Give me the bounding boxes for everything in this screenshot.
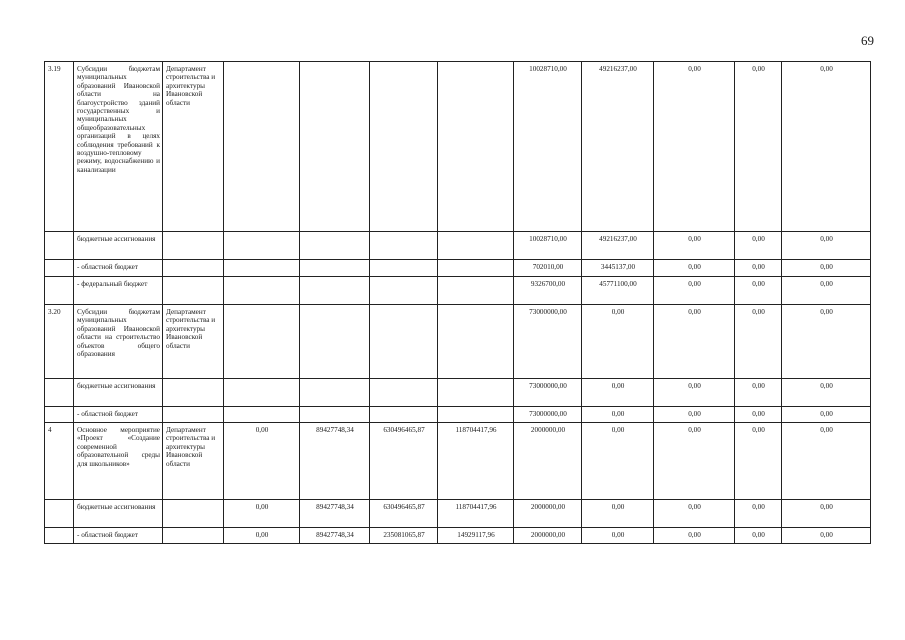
amount-cell: 0,00 bbox=[735, 260, 782, 277]
amount-cell: 73000000,00 bbox=[514, 407, 582, 423]
amount-cell: 10028710,00 bbox=[514, 62, 582, 232]
amount-cell bbox=[438, 277, 514, 305]
amount-cell: 0,00 bbox=[735, 423, 782, 500]
amount-cell: 0,00 bbox=[782, 305, 871, 379]
amount-cell: 0,00 bbox=[735, 500, 782, 528]
amount-cell: 0,00 bbox=[582, 305, 654, 379]
amount-cell: 0,00 bbox=[582, 423, 654, 500]
amount-cell bbox=[438, 407, 514, 423]
table-row bbox=[45, 277, 871, 305]
amount-cell bbox=[370, 232, 438, 260]
row-number-cell bbox=[45, 277, 74, 305]
amount-cell bbox=[224, 407, 300, 423]
amount-cell: 235081065,87 bbox=[370, 528, 438, 544]
amount-cell: 0,00 bbox=[654, 379, 735, 407]
measure-name-cell: - областной бюджет bbox=[74, 407, 163, 423]
amount-cell bbox=[224, 62, 300, 232]
amount-cell bbox=[224, 260, 300, 277]
amount-cell: 0,00 bbox=[782, 423, 871, 500]
amount-cell bbox=[370, 407, 438, 423]
amount-cell: 0,00 bbox=[782, 407, 871, 423]
amount-cell bbox=[438, 379, 514, 407]
table-row bbox=[45, 500, 871, 528]
amount-cell bbox=[300, 277, 370, 305]
amount-cell bbox=[438, 232, 514, 260]
amount-cell bbox=[300, 407, 370, 423]
amount-cell bbox=[370, 379, 438, 407]
amount-cell: 0,00 bbox=[782, 62, 871, 232]
amount-cell bbox=[370, 260, 438, 277]
table-row bbox=[45, 423, 871, 500]
executor-cell: Департамент строительства и архитектуры Ивановской области bbox=[163, 62, 224, 232]
amount-cell: 14929117,96 bbox=[438, 528, 514, 544]
amount-cell bbox=[438, 305, 514, 379]
page-number: 69 bbox=[861, 33, 874, 48]
amount-cell: 0,00 bbox=[735, 232, 782, 260]
amount-cell: 0,00 bbox=[654, 305, 735, 379]
amount-cell: 2000000,00 bbox=[514, 500, 582, 528]
amount-cell: 0,00 bbox=[582, 407, 654, 423]
amount-cell: 0,00 bbox=[224, 528, 300, 544]
amount-cell: 0,00 bbox=[582, 379, 654, 407]
amount-cell bbox=[438, 260, 514, 277]
amount-cell: 10028710,00 bbox=[514, 232, 582, 260]
executor-cell bbox=[163, 379, 224, 407]
amount-cell: 49216237,00 bbox=[582, 62, 654, 232]
amount-cell bbox=[224, 379, 300, 407]
measure-name-cell: Субсидии бюджетам муниципальных образований Ивановской области на строительство объектов общего образования bbox=[74, 305, 163, 379]
amount-cell bbox=[300, 62, 370, 232]
amount-cell: 9326700,00 bbox=[514, 277, 582, 305]
amount-cell bbox=[224, 232, 300, 260]
amount-cell: 0,00 bbox=[224, 500, 300, 528]
amount-cell: 89427748,34 bbox=[300, 500, 370, 528]
amount-cell: 0,00 bbox=[654, 260, 735, 277]
budget-table bbox=[44, 61, 871, 544]
amount-cell: 0,00 bbox=[782, 379, 871, 407]
amount-cell: 0,00 bbox=[224, 423, 300, 500]
amount-cell: 89427748,34 bbox=[300, 423, 370, 500]
amount-cell: 0,00 bbox=[782, 232, 871, 260]
amount-cell: 0,00 bbox=[582, 500, 654, 528]
executor-cell: Департамент строительства и архитектуры Ивановской области bbox=[163, 305, 224, 379]
amount-cell: 45771100,00 bbox=[582, 277, 654, 305]
amount-cell bbox=[438, 62, 514, 232]
measure-name-cell: - областной бюджет bbox=[74, 260, 163, 277]
measure-name-cell: бюджетные ассигнования bbox=[74, 379, 163, 407]
amount-cell: 0,00 bbox=[582, 528, 654, 544]
amount-cell: 0,00 bbox=[735, 277, 782, 305]
amount-cell bbox=[300, 232, 370, 260]
executor-cell bbox=[163, 500, 224, 528]
amount-cell: 0,00 bbox=[654, 277, 735, 305]
table-row bbox=[45, 260, 871, 277]
amount-cell: 73000000,00 bbox=[514, 379, 582, 407]
table-row bbox=[45, 379, 871, 407]
amount-cell: 0,00 bbox=[735, 379, 782, 407]
amount-cell bbox=[300, 379, 370, 407]
amount-cell: 630496465,87 bbox=[370, 500, 438, 528]
row-number-cell bbox=[45, 379, 74, 407]
table-row bbox=[45, 528, 871, 544]
amount-cell: 0,00 bbox=[654, 232, 735, 260]
executor-cell bbox=[163, 528, 224, 544]
row-number-cell bbox=[45, 260, 74, 277]
row-number-cell bbox=[45, 500, 74, 528]
table-row bbox=[45, 62, 871, 232]
amount-cell bbox=[224, 305, 300, 379]
amount-cell: 3445137,00 bbox=[582, 260, 654, 277]
amount-cell: 73000000,00 bbox=[514, 305, 582, 379]
amount-cell: 0,00 bbox=[782, 500, 871, 528]
amount-cell: 0,00 bbox=[654, 407, 735, 423]
amount-cell bbox=[370, 305, 438, 379]
amount-cell: 0,00 bbox=[654, 423, 735, 500]
executor-cell bbox=[163, 277, 224, 305]
row-number-cell bbox=[45, 528, 74, 544]
amount-cell bbox=[370, 62, 438, 232]
executor-cell bbox=[163, 260, 224, 277]
amount-cell bbox=[300, 260, 370, 277]
amount-cell: 0,00 bbox=[654, 62, 735, 232]
row-number-cell bbox=[45, 232, 74, 260]
amount-cell: 118704417,96 bbox=[438, 500, 514, 528]
measure-name-cell: бюджетные ассигнования bbox=[74, 232, 163, 260]
amount-cell: 0,00 bbox=[735, 407, 782, 423]
amount-cell: 0,00 bbox=[782, 277, 871, 305]
executor-cell bbox=[163, 407, 224, 423]
measure-name-cell: - областной бюджет bbox=[74, 528, 163, 544]
table-row bbox=[45, 305, 871, 379]
amount-cell: 0,00 bbox=[782, 528, 871, 544]
amount-cell: 630496465,87 bbox=[370, 423, 438, 500]
amount-cell: 89427748,34 bbox=[300, 528, 370, 544]
measure-name-cell: Основное мероприятие «Проект «Создание современной образовательной среды для школьников» bbox=[74, 423, 163, 500]
executor-cell: Департамент строительства и архитектуры Ивановской области bbox=[163, 423, 224, 500]
measure-name-cell: бюджетные ассигнования bbox=[74, 500, 163, 528]
amount-cell bbox=[300, 305, 370, 379]
measure-name-cell: Субсидии бюджетам муниципальных образований Ивановской области на благоустройство зданий государственных и муниципальных общеобразовательных организаций в целях соблюдения требований к воздушно-тепловому режиму, водоснабжению и канализации bbox=[74, 62, 163, 232]
amount-cell: 118704417,96 bbox=[438, 423, 514, 500]
amount-cell: 2000000,00 bbox=[514, 528, 582, 544]
row-number-cell: 3.19 bbox=[45, 62, 74, 232]
row-number-cell: 4 bbox=[45, 423, 74, 500]
amount-cell: 702010,00 bbox=[514, 260, 582, 277]
amount-cell: 0,00 bbox=[735, 62, 782, 232]
row-number-cell: 3.20 bbox=[45, 305, 74, 379]
amount-cell: 0,00 bbox=[654, 528, 735, 544]
table-row bbox=[45, 407, 871, 423]
measure-name-cell: - федеральный бюджет bbox=[74, 277, 163, 305]
amount-cell: 0,00 bbox=[782, 260, 871, 277]
amount-cell: 0,00 bbox=[654, 500, 735, 528]
amount-cell bbox=[370, 277, 438, 305]
amount-cell: 2000000,00 bbox=[514, 423, 582, 500]
table-row bbox=[45, 232, 871, 260]
row-number-cell bbox=[45, 407, 74, 423]
amount-cell: 0,00 bbox=[735, 528, 782, 544]
executor-cell bbox=[163, 232, 224, 260]
amount-cell bbox=[224, 277, 300, 305]
amount-cell: 49216237,00 bbox=[582, 232, 654, 260]
amount-cell: 0,00 bbox=[735, 305, 782, 379]
